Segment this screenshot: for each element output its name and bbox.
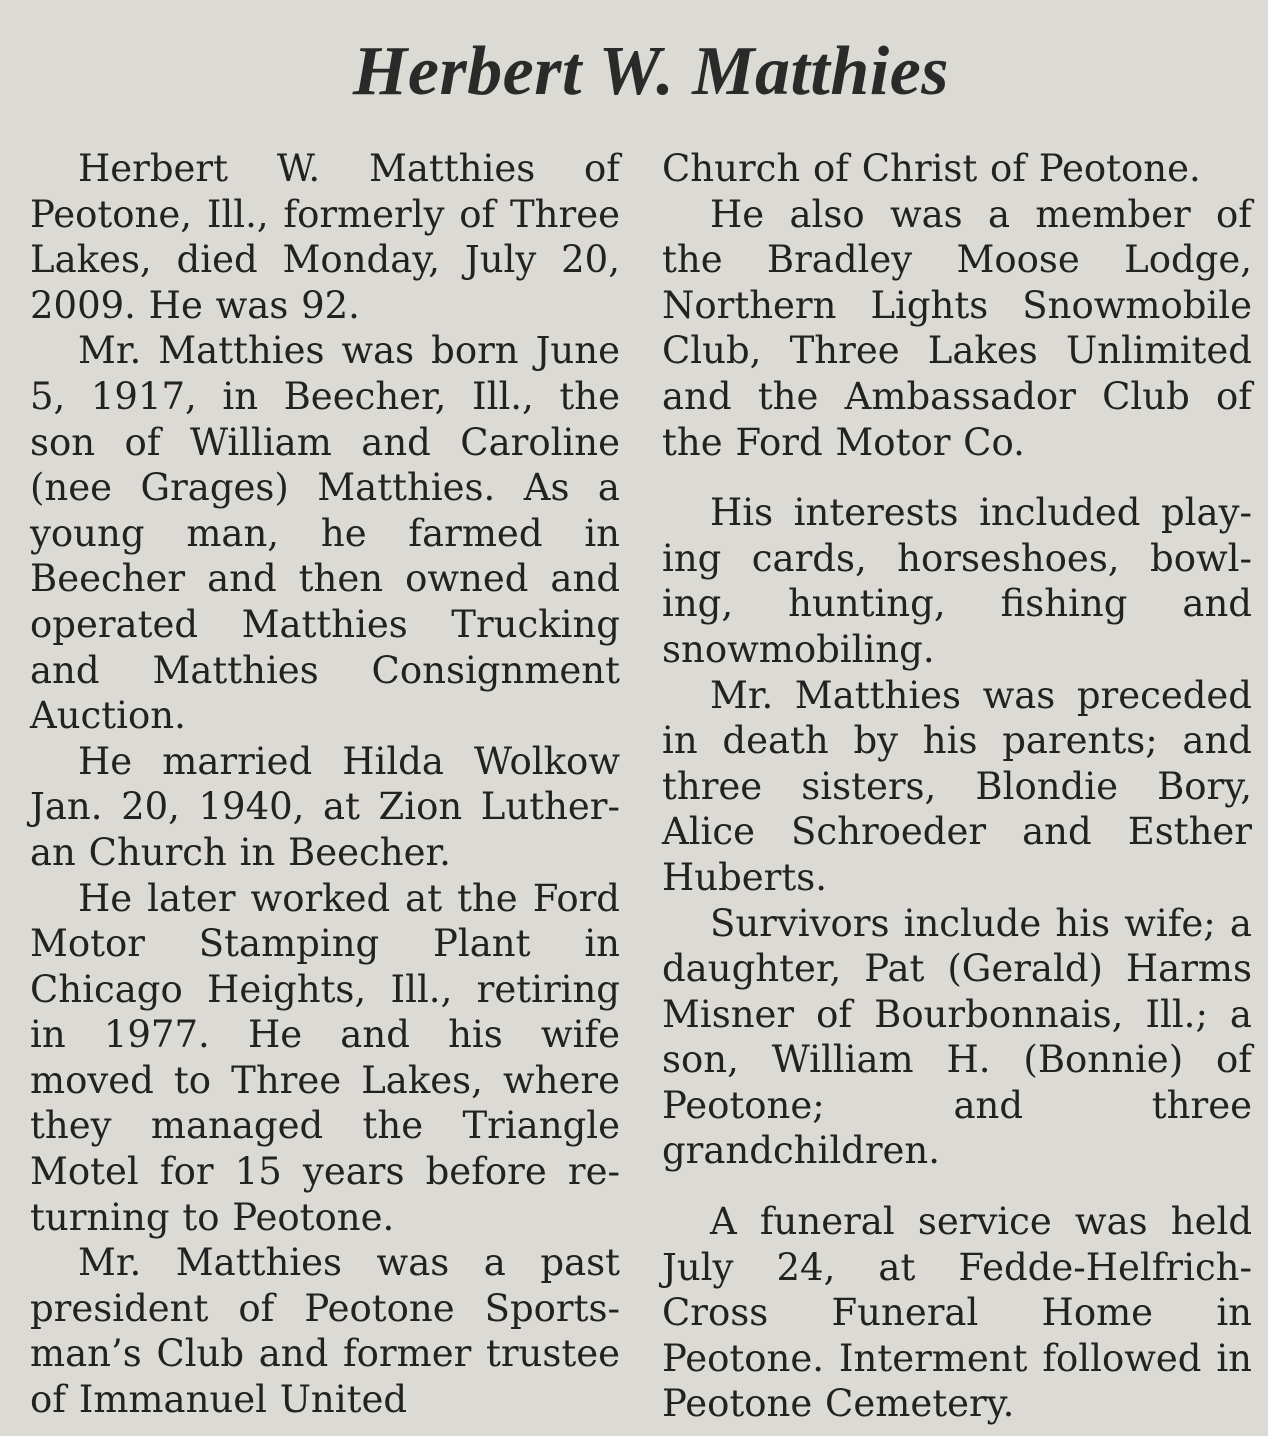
paragraph-marriage: He married Hilda Wolkow Jan. 20, 1940, at Zion Lutheran Church in Beecher. [30, 739, 620, 874]
paragraph-memberships-continued: Church of Christ of Peotone. [662, 147, 1201, 190]
column-right [662, 146, 1252, 1427]
paragraph-birth: Mr. Matthies was born June 5, 1917, in Beecher, Ill., the son of William and Caroline (nee Grages) Matthies. As a young man, he farmed in Beecher and then owned and operated Matthies Trucking and Matthies Consignment Auction. [30, 329, 620, 738]
paragraph-death-notice: Herbert W. Matthies of Peotone, Ill., formerly of Three Lakes, died Monday, July 20, 2009. He was 92. [30, 147, 620, 327]
paragraph-funeral: A funeral service was held July 24, at Fedde-Helfrich-Cross Funeral Home in Peotone. Interment followed in Peotone Cemetery. [662, 1200, 1252, 1426]
paragraph-memberships-start: Mr. Matthies was a past president of Peotone Sportsman’s Club and former trustee of Immanuel United [30, 1241, 620, 1422]
paragraph-preceded: Mr. Matthies was preceded in death by his parents; and three sisters, Blondie Bory, Alice Schroeder and Esther Huberts. [662, 673, 1252, 899]
column-left [30, 146, 620, 1427]
obituary-headline: Herbert W. Matthies [352, 33, 950, 110]
obituary-columns [30, 146, 1252, 1427]
paragraph-interests: His interests included playing cards, horseshoes, bowling, hunting, fishing and snowmobiling. [662, 491, 1252, 671]
paragraph-memberships-more: He also was a member of the Bradley Moose Lodge, Northern Lights Snowmobile Club, Three Lakes Unlimited and the Ambassador Club of the Ford Motor Co. [662, 192, 1252, 464]
paragraph-career: He later worked at the Ford Motor Stamping Plant in Chicago Heights, Ill., retiring in 1977. He and his wife moved to Three Lakes, where they managed the Triangle Motel for 15 years before returning to Peotone. [30, 876, 620, 1239]
paragraph-survivors: Survivors include his wife; a daughter, Pat (Gerald) Harms Misner of Bourbonnais, Ill.; a son, William H. (Bonnie) of Peotone; and three grandchildren. [662, 901, 1252, 1173]
